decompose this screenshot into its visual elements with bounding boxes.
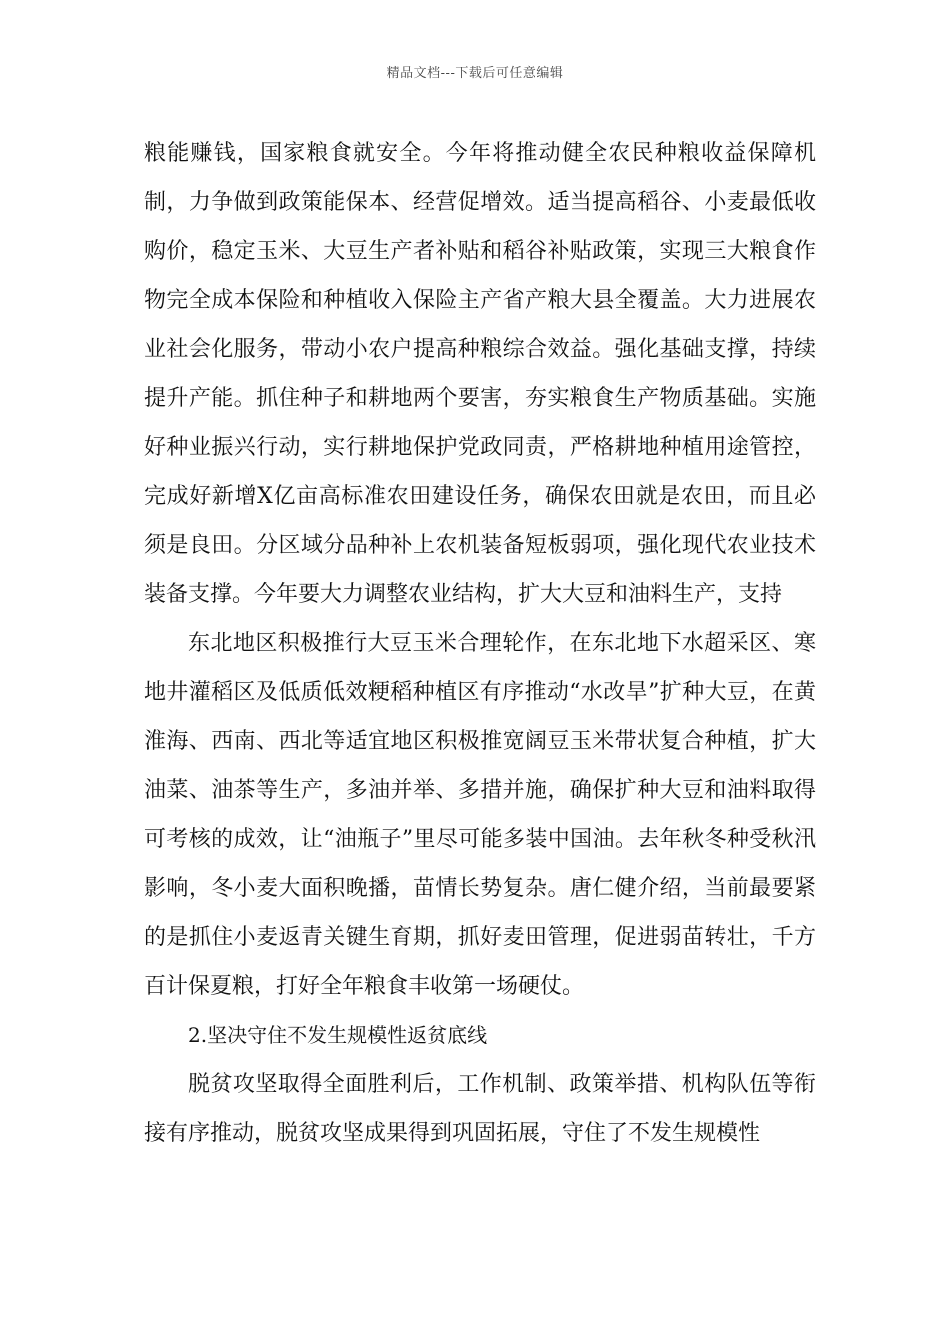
paragraph-poverty-alleviation: 脱贫攻坚取得全面胜利后，工作机制、政策举措、机构队伍等衔接有序推动，脱贫攻坚成果得到巩固拓展，守住了不发生规模性: [144, 1072, 816, 1146]
document-body: [144, 129, 816, 1158]
paragraph-soybean-rotation: 东北地区积极推行大豆玉米合理轮作，在东北地下水超采区、寒地井灌稻区及低质低效粳稻种植区有序推动“水改旱”扩种大豆，在黄淮海、西南、西北等适宜地区积极推宽阔豆玉米带状复合种植，扩大油菜、油茶等生产，多油并举、多措并施，确保扩种大豆和油料取得可考核的成效，让“油瓶子”里尽可能多装中国油。去年秋冬种受秋汛影响，冬小麦大面积晚播，苗情长势复杂。唐仁健介绍，当前最要紧的是抓住小麦返青关键生育期，抓好麦田管理，促进弱苗转壮，千方百计保夏粮，打好全年粮食丰收第一场硬仗。: [144, 631, 816, 999]
paragraph-grain-income: 粮能赚钱，国家粮食就安全。今年将推动健全农民种粮收益保障机制，力争做到政策能保本、经营促增效。适当提高稻谷、小麦最低收购价，稳定玉米、大豆生产者补贴和稻谷补贴政策，实现三大粮食作物完全成本保险和种植收入保险主产省产粮大县全覆盖。大力进展农业社会化服务，带动小农户提高种粮综合效益。强化基础支撑，持续提升产能。抓住种子和耕地两个要害，夯实粮食生产物质基础。实施好种业振兴行动，实行耕地保护党政同责，严格耕地种植用途管控，完成好新增X亿亩高标准农田建设任务，确保农田就是农田，而且必须是良田。分区域分品种补上农机装备短板弱项，强化现代农业技术装备支撑。今年要大力调整农业结构，扩大大豆和油料生产，支持: [144, 141, 816, 607]
section-heading: 2.坚决守住不发生规模性返贫底线: [188, 1023, 488, 1047]
page-header: 精品文档---下载后可任意编辑: [386, 66, 564, 81]
